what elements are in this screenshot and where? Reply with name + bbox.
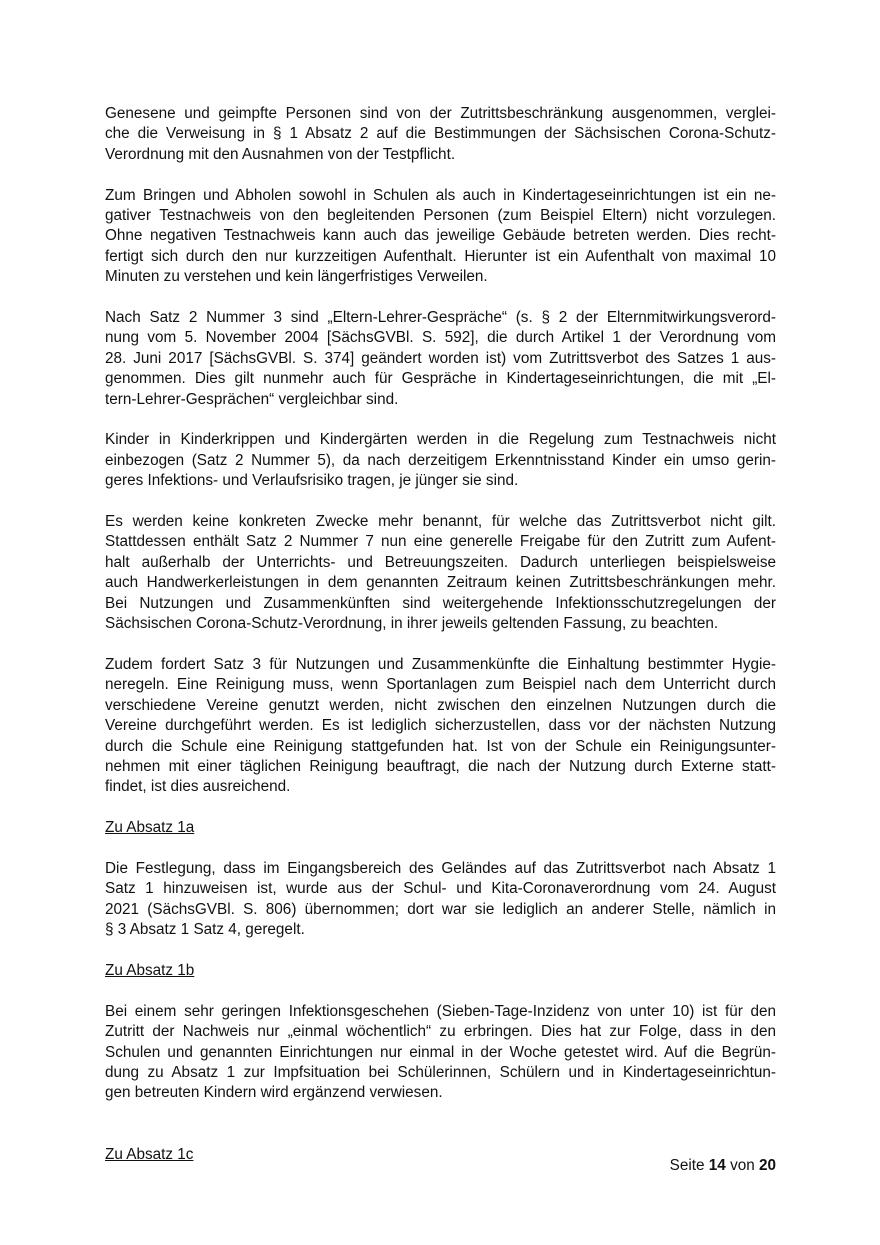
text-line: Schulen und genannten Einrichtungen nur einmal in der Woche getestet wird. Auf die Begrün- xyxy=(105,1043,776,1061)
text-line: Die Festlegung, dass im Eingangsbereich des Geländes auf das Zutrittsverbot nach Absatz 1 xyxy=(105,859,776,877)
text-line: halt außerhalb der Unterrichts- und Betreuungszeiten. Dadurch unterliegen beispielsweise xyxy=(105,553,776,571)
current-page-number: 14 xyxy=(708,1157,726,1174)
paragraph-bringing-picking-up xyxy=(105,186,776,288)
text-line: Zudem fordert Satz 3 für Nutzungen und Zusammenkünfte die Einhaltung bestimmter Hygie- xyxy=(105,655,776,673)
text-line: durch die Schule eine Reinigung stattgefunden hat. Ist von der Schule ein Reinigungsunter- xyxy=(105,737,776,755)
text-line: gen betreuten Kindern wird ergänzend verwiesen. xyxy=(105,1084,443,1102)
text-line: findet, ist dies ausreichend. xyxy=(105,778,291,796)
paragraph-weekly-testing xyxy=(105,1002,776,1104)
section-heading-absatz-1b: Zu Absatz 1b xyxy=(105,961,195,979)
text-line: Zum Bringen und Abholen sowohl in Schulen als auch in Kindertageseinrichtungen ist ein ne- xyxy=(105,186,776,204)
section-heading-absatz-1a: Zu Absatz 1a xyxy=(105,819,195,837)
text-line: Kinder in Kinderkrippen und Kindergärten werden in die Regelung zum Testnachweis nicht xyxy=(105,431,776,449)
paragraph-young-children xyxy=(105,430,776,491)
section-heading-absatz-1c: Zu Absatz 1c xyxy=(105,1145,194,1163)
text-line: einbezogen (Satz 2 Nummer 5), da nach derzeitigem Erkenntnisstand Kinder ein umso gerin- xyxy=(105,451,776,469)
text-line: Sächsischen Corona-Schutz-Verordnung, in ihrer jeweils geltenden Fassung, zu beachten. xyxy=(105,615,719,633)
total-pages-number: 20 xyxy=(758,1157,776,1174)
text-line: Stattdessen enthält Satz 2 Nummer 7 nun eine generelle Freigabe für den Zutritt zum Aufent- xyxy=(105,533,776,551)
text-line: geres Infektions- und Verlaufsrisiko tragen, je jünger sie sind. xyxy=(105,472,519,490)
text-line: 2021 (SächsGVBl. S. 806) übernommen; dort war sie lediglich an anderer Stelle, nämlich in xyxy=(105,900,776,918)
text-line: § 3 Absatz 1 Satz 4, geregelt. xyxy=(105,921,305,939)
document-body xyxy=(105,104,776,1165)
paragraph-exemptions xyxy=(105,104,776,165)
text-line: Minuten zu verstehen und kein längerfristiges Verweilen. xyxy=(105,268,488,286)
text-line: Verordnung mit den Ausnahmen von der Testpflicht. xyxy=(105,145,456,163)
text-line: Zutritt der Nachweis nur „einmal wöchentlich“ zu erbringen. Dies hat zur Folge, dass in den xyxy=(105,1023,776,1041)
page-footer xyxy=(670,1156,776,1176)
text-line: verschiedene Vereine genutzt werden, nicht zwischen den einzelnen Nutzungen durch die xyxy=(105,696,776,714)
text-line: nung vom 5. November 2004 [SächsGVBl. S. 592], die durch Artikel 1 der Verordnung vom xyxy=(105,329,776,347)
text-line: genommen. Dies gilt nunmehr auch für Gespräche in Kindertageseinrichtungen, die mit „El- xyxy=(105,370,776,388)
text-line: neregeln. Eine Reinigung muss, wenn Sportanlagen zum Beispiel nach dem Unterricht durch xyxy=(105,676,776,694)
paragraph-hygiene-rules xyxy=(105,655,776,798)
text-line: dung zu Absatz 1 zur Impfsituation bei Schülerinnen, Schülern und in Kindertageseinrichtun- xyxy=(105,1063,776,1081)
paragraph-parent-teacher-talks xyxy=(105,308,776,410)
page-label: Seite xyxy=(669,1157,705,1174)
page-of-label: von xyxy=(730,1157,755,1174)
text-line: tern-Lehrer-Gesprächen“ vergleichbar sind. xyxy=(105,390,399,408)
text-line: Genesene und geimpfte Personen sind von der Zutrittsbeschränkung ausgenommen, verglei- xyxy=(105,105,776,122)
text-line: Bei Nutzungen und Zusammenkünften sind weitergehende Infektionsschutzregelungen der xyxy=(105,594,776,612)
text-line: gativer Testnachweis von den begleitenden Personen (zum Beispiel Eltern) nicht vorzulegen. xyxy=(105,207,776,225)
text-line: Nach Satz 2 Nummer 3 sind „Eltern-Lehrer-Gespräche“ (s. § 2 der Elternmitwirkungsverord- xyxy=(105,309,776,327)
paragraph-entrance-notice xyxy=(105,859,776,941)
text-line: che die Verweisung in § 1 Absatz 2 auf die Bestimmungen der Sächsischen Corona-Schutz- xyxy=(105,125,776,143)
text-line: Satz 1 hinzuweisen ist, wurde aus der Schul- und Kita-Coronaverordnung vom 24. August xyxy=(105,880,776,898)
text-line: 28. Juni 2017 [SächsGVBl. S. 374] geändert worden ist) vom Zutrittsverbot des Satzes 1 aus- xyxy=(105,349,776,367)
text-line: nehmen mit einer täglichen Reinigung beauftragt, die nach der Nutzung durch Externe statt- xyxy=(105,757,776,775)
text-line: fertigt sich durch den nur kurzzeitigen Aufenthalt. Hierunter ist ein Aufenthalt von maximal 10 xyxy=(105,247,776,265)
text-line: Ohne negativen Testnachweis kann auch das jeweilige Gebäude betreten werden. Dies recht- xyxy=(105,227,776,245)
paragraph-access-purposes xyxy=(105,512,776,634)
text-line: auch Handwerkerleistungen in dem genannten Zeitraum keinen Zutrittsbeschränkungen mehr. xyxy=(105,574,776,592)
text-line: Es werden keine konkreten Zwecke mehr benannt, für welche das Zutrittsverbot nicht gilt. xyxy=(105,513,776,531)
text-line: Bei einem sehr geringen Infektionsgeschehen (Sieben-Tage-Inzidenz von unter 10) ist für den xyxy=(105,1002,776,1020)
text-line: Vereine durchgeführt werden. Es ist lediglich sicherzustellen, dass vor der nächsten Nutzung xyxy=(105,717,776,735)
